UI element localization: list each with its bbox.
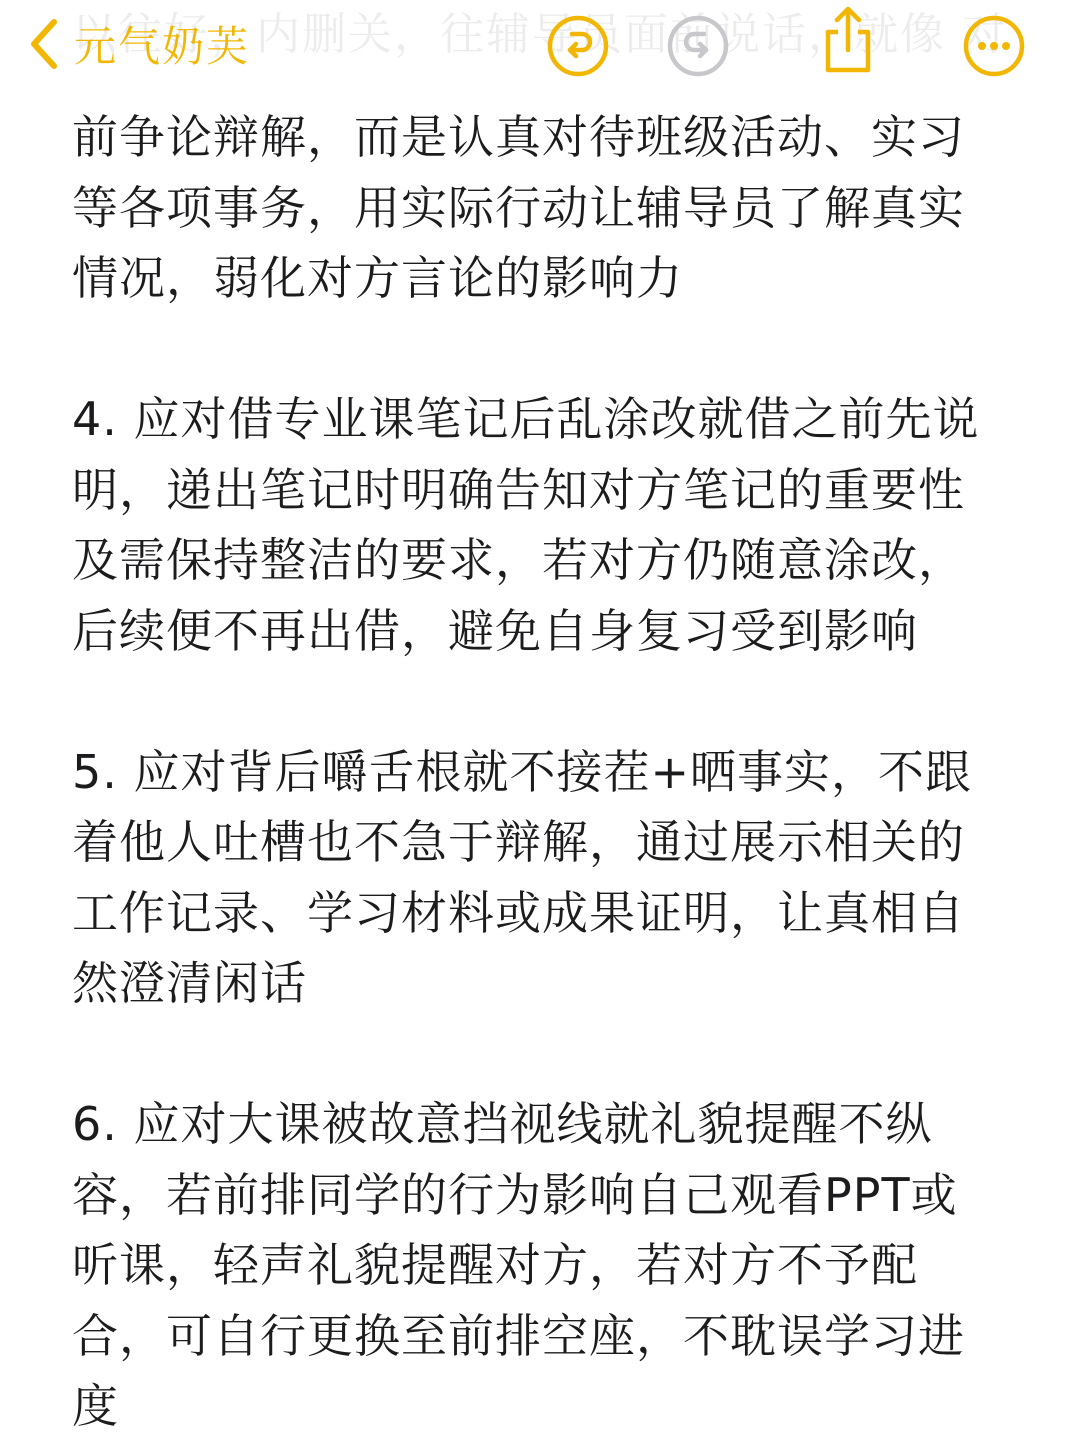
note-paragraph-6: 6. 应对大课被故意挡视线就礼貌提醒不纵容，若前排同学的行为影响自己观看PPT或听课，轻声礼貌提醒对方，若对方不予配合，可自行更换至前排空座，不耽误学习进度 (72, 1097, 965, 1433)
back-button[interactable] (28, 12, 250, 76)
chevron-left-icon (28, 18, 60, 70)
navigation-bar (0, 0, 1080, 96)
share-button[interactable] (816, 4, 880, 76)
paragraph-spacer (72, 666, 992, 737)
more-button[interactable] (962, 14, 1026, 78)
redo-icon (666, 14, 730, 78)
paragraph-spacer (72, 1019, 992, 1090)
note-body[interactable] (72, 102, 992, 1442)
note-paragraph-5: 5. 应对背后嚼舌根就不接茬+晒事实，不跟着他人吐槽也不急于辩解，通过展示相关的工作记录、学习材料或成果证明，让真相自然澄清闲话 (72, 744, 973, 1010)
paragraph-spacer (72, 314, 992, 385)
note-paragraph-4: 4. 应对借专业课笔记后乱涂改就借之前先说明，递出笔记时明确告知对方笔记的重要性及需保持整洁的要求，若对方仍随意涂改，后续便不再出借，避免自身复习受到影响 (72, 392, 980, 658)
note-paragraph-continuation: 前争论辩解，而是认真对待班级活动、实习等各项事务，用实际行动让辅导员了解真实情况，弱化对方言论的影响力 (72, 110, 965, 305)
undo-button[interactable] (546, 14, 610, 78)
share-icon (816, 4, 880, 76)
undo-icon (546, 14, 610, 78)
more-icon (962, 14, 1026, 78)
redo-button[interactable] (666, 14, 730, 78)
back-label: 元气奶芙 (74, 22, 251, 71)
